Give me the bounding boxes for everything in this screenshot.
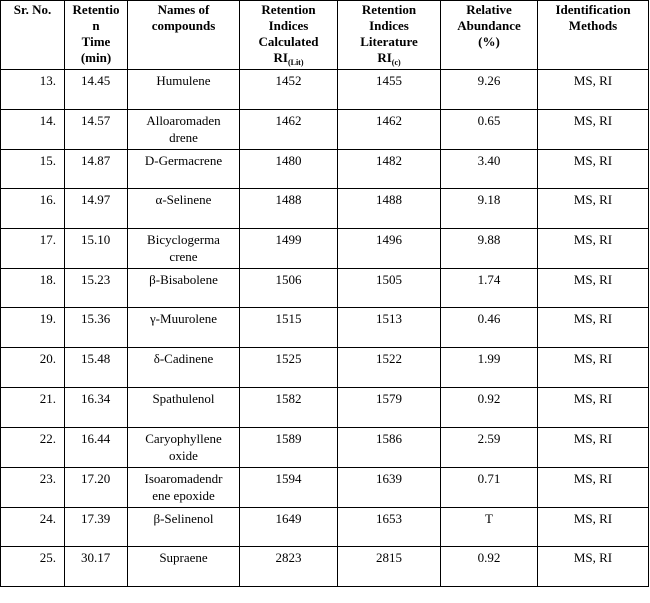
- cell-ri-calculated: 1589: [240, 428, 338, 468]
- cell-relative-abundance: 0.92: [441, 547, 538, 587]
- table-row: [1, 110, 649, 150]
- cell-ri-literature: 1579: [338, 388, 441, 428]
- cell-retention-time: 14.57: [65, 110, 128, 150]
- cell-relative-abundance: 3.40: [441, 150, 538, 189]
- cell-compound-name: D-Germacrene: [128, 150, 240, 189]
- cell-retention-time: 15.36: [65, 308, 128, 348]
- cell-relative-abundance: 9.26: [441, 70, 538, 110]
- cell-ri-calculated: 1499: [240, 229, 338, 269]
- cell-ri-literature: 1522: [338, 348, 441, 388]
- cell-relative-abundance: 1.99: [441, 348, 538, 388]
- cell-compound-name: α-Selinene: [128, 189, 240, 229]
- cell-relative-abundance: 9.18: [441, 189, 538, 229]
- cell-sr-no: 20.: [1, 348, 65, 388]
- cell-ri-literature: 1462: [338, 110, 441, 150]
- cell-ri-calculated: 1480: [240, 150, 338, 189]
- table-row: [1, 269, 649, 308]
- table-row: [1, 547, 649, 587]
- table-row: [1, 189, 649, 229]
- cell-ri-calculated: 1525: [240, 348, 338, 388]
- table-row: [1, 468, 649, 508]
- header-retention-time: Retentio n Time (min): [65, 1, 128, 70]
- cell-identification-method: MS, RI: [538, 308, 649, 348]
- cell-retention-time: 17.20: [65, 468, 128, 508]
- header-relative-abundance: Relative Abundance (%): [441, 1, 538, 70]
- cell-identification-method: MS, RI: [538, 508, 649, 547]
- cell-ri-calculated: 1452: [240, 70, 338, 110]
- cell-identification-method: MS, RI: [538, 388, 649, 428]
- cell-compound-name: δ-Cadinene: [128, 348, 240, 388]
- cell-ri-literature: 1639: [338, 468, 441, 508]
- header-compound-name: Names of compounds: [128, 1, 240, 70]
- cell-identification-method: MS, RI: [538, 428, 649, 468]
- cell-retention-time: 17.39: [65, 508, 128, 547]
- table-row: [1, 348, 649, 388]
- cell-identification-method: MS, RI: [538, 269, 649, 308]
- cell-compound-name: Spathulenol: [128, 388, 240, 428]
- cell-sr-no: 18.: [1, 269, 65, 308]
- table-body: [1, 70, 649, 587]
- cell-retention-time: 30.17: [65, 547, 128, 587]
- cell-ri-calculated: 1649: [240, 508, 338, 547]
- cell-sr-no: 19.: [1, 308, 65, 348]
- table-row: [1, 150, 649, 189]
- cell-ri-literature: 1586: [338, 428, 441, 468]
- cell-ri-literature: 1496: [338, 229, 441, 269]
- cell-sr-no: 21.: [1, 388, 65, 428]
- table-row: [1, 70, 649, 110]
- cell-identification-method: MS, RI: [538, 150, 649, 189]
- cell-ri-calculated: 1462: [240, 110, 338, 150]
- cell-ri-calculated: 2823: [240, 547, 338, 587]
- cell-ri-literature: 1653: [338, 508, 441, 547]
- cell-ri-literature: 1488: [338, 189, 441, 229]
- cell-sr-no: 24.: [1, 508, 65, 547]
- cell-relative-abundance: 2.59: [441, 428, 538, 468]
- cell-ri-literature: 1513: [338, 308, 441, 348]
- table-row: [1, 388, 649, 428]
- cell-relative-abundance: T: [441, 508, 538, 547]
- cell-identification-method: MS, RI: [538, 110, 649, 150]
- cell-sr-no: 14.: [1, 110, 65, 150]
- cell-sr-no: 15.: [1, 150, 65, 189]
- header-identification-methods: Identification Methods: [538, 1, 649, 70]
- cell-sr-no: 13.: [1, 70, 65, 110]
- cell-relative-abundance: 9.88: [441, 229, 538, 269]
- cell-identification-method: MS, RI: [538, 547, 649, 587]
- cell-ri-literature: 1505: [338, 269, 441, 308]
- cell-relative-abundance: 0.46: [441, 308, 538, 348]
- cell-sr-no: 25.: [1, 547, 65, 587]
- cell-retention-time: 14.45: [65, 70, 128, 110]
- cell-relative-abundance: 1.74: [441, 269, 538, 308]
- cell-retention-time: 15.23: [65, 269, 128, 308]
- table-row: [1, 508, 649, 547]
- cell-ri-literature: 2815: [338, 547, 441, 587]
- cell-retention-time: 16.34: [65, 388, 128, 428]
- cell-ri-calculated: 1506: [240, 269, 338, 308]
- cell-retention-time: 14.87: [65, 150, 128, 189]
- cell-identification-method: MS, RI: [538, 348, 649, 388]
- cell-compound-name: γ-Muurolene: [128, 308, 240, 348]
- cell-relative-abundance: 0.65: [441, 110, 538, 150]
- cell-ri-literature: 1455: [338, 70, 441, 110]
- cell-sr-no: 22.: [1, 428, 65, 468]
- cell-ri-calculated: 1488: [240, 189, 338, 229]
- cell-retention-time: 16.44: [65, 428, 128, 468]
- cell-retention-time: 15.10: [65, 229, 128, 269]
- cell-identification-method: MS, RI: [538, 189, 649, 229]
- cell-sr-no: 17.: [1, 229, 65, 269]
- table-row: [1, 308, 649, 348]
- cell-retention-time: 14.97: [65, 189, 128, 229]
- table-row: [1, 229, 649, 269]
- cell-sr-no: 23.: [1, 468, 65, 508]
- cell-ri-calculated: 1594: [240, 468, 338, 508]
- cell-relative-abundance: 0.71: [441, 468, 538, 508]
- cell-relative-abundance: 0.92: [441, 388, 538, 428]
- cell-retention-time: 15.48: [65, 348, 128, 388]
- cell-compound-name: β-Bisabolene: [128, 269, 240, 308]
- cell-identification-method: MS, RI: [538, 468, 649, 508]
- cell-compound-name: Bicyclogerma crene: [128, 229, 240, 269]
- cell-ri-calculated: 1515: [240, 308, 338, 348]
- cell-compound-name: β-Selinenol: [128, 508, 240, 547]
- cell-compound-name: Isoaromadendr ene epoxide: [128, 468, 240, 508]
- cell-compound-name: Caryophyllene oxide: [128, 428, 240, 468]
- cell-compound-name: Alloaromaden drene: [128, 110, 240, 150]
- cell-identification-method: MS, RI: [538, 229, 649, 269]
- header-ri-calculated: Retention Indices Calculated $RI_{(Lit)}$: [240, 1, 338, 70]
- header-ri-literature: Retention Indices Literature $RI_{(c)}$: [338, 1, 441, 70]
- table-row: [1, 428, 649, 468]
- cell-sr-no: 16.: [1, 189, 65, 229]
- cell-compound-name: Humulene: [128, 70, 240, 110]
- header-row: [1, 1, 649, 70]
- cell-ri-calculated: 1582: [240, 388, 338, 428]
- cell-compound-name: Supraene: [128, 547, 240, 587]
- cell-ri-literature: 1482: [338, 150, 441, 189]
- header-sr-no: Sr. No.: [1, 1, 65, 70]
- cell-identification-method: MS, RI: [538, 70, 649, 110]
